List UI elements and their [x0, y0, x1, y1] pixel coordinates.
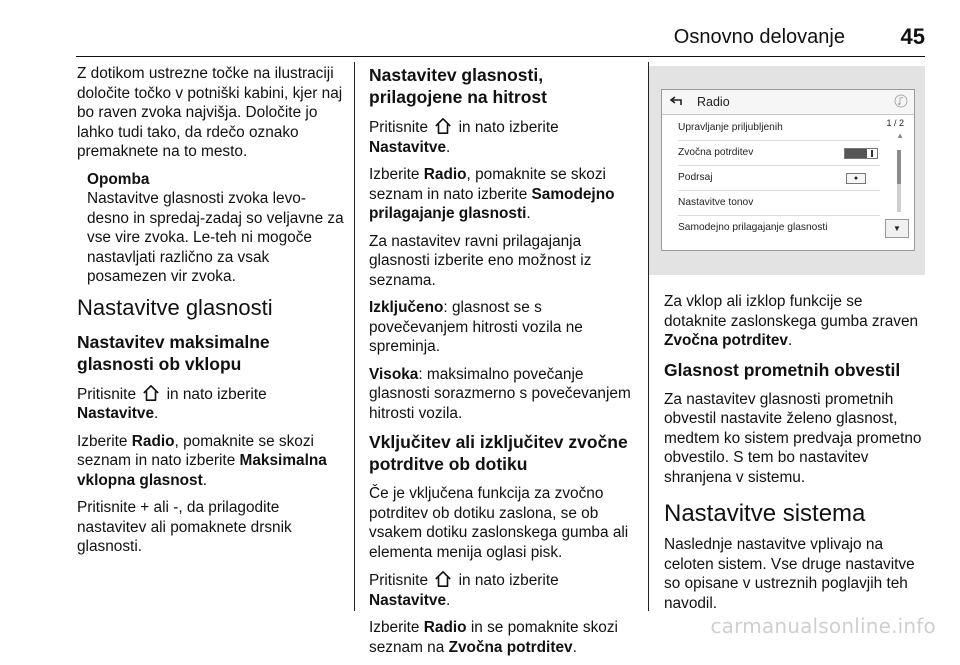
screen-header — [662, 90, 914, 115]
paragraph: Pritisnite in nato izberite Nastavitve. — [369, 572, 559, 609]
paragraph: Za nastavitev glasnosti prometnih obvestil nastavite želeno glasnost, medtem ko sistem predvaja prometno obvestilo. S tem bo nastavitev shranjena v sistemu. — [664, 390, 922, 486]
subsection-heading: Nastavitev glasnosti, prilagojene na hitrost — [369, 65, 547, 107]
column-3 — [664, 292, 929, 621]
paragraph: Z dotikom ustrezne točke na ilustraciji določite točko v potniški kabini, kjer naj bo raven zvoka najvišja. Določite jo lahko tudi tako, da rdečo oznako premaknete na to mesto. — [77, 65, 343, 160]
column-2 — [369, 64, 635, 665]
home-icon — [434, 570, 452, 588]
paragraph: Pritisnite in nato izberite Nastavitve. — [369, 119, 559, 156]
paragraph: Pritisnite in nato izberite Nastavitve. — [77, 385, 267, 422]
paragraph: Če je vključena funkcija za zvočno potrditev ob dotiku zaslona, se ob vsakem dotiku zaslonskega gumba ali elementa menija oglasi pisk. — [369, 485, 629, 561]
toggle-switch[interactable] — [844, 148, 878, 159]
page-number: 45 — [900, 24, 925, 49]
paragraph: Pritisnite + ali -, da prilagodite nastavitev ali pomaknete drsnik glasnosti. — [77, 499, 292, 555]
settings-knob-icon[interactable]: ● — [846, 173, 866, 184]
subsection-heading: Glasnost prometnih obvestil — [664, 359, 901, 380]
scrollbar[interactable] — [897, 150, 901, 212]
paragraph: Za nastavitev ravni prilagajanja glasnosti izberite eno možnost iz seznama. — [369, 232, 592, 289]
home-icon — [434, 117, 452, 135]
subsection-heading: Nastavitev maksimalne glasnosti ob vklopu — [77, 331, 270, 374]
paragraph: Visoka: maksimalno povečanje glasnosti sorazmerno s povečevanjem hitrosti vozila. — [369, 365, 631, 422]
note-body: Nastavitve glasnosti zvoka levo-desno in spredaj-zadaj so veljavne za vse vire zvoka. Le-teh ni mogoče nastavljati različno za vsak posamezen vir zvoka. — [87, 190, 344, 285]
menu-item-touch-beep[interactable]: Zvočna potrditev — [678, 141, 880, 166]
menu-item-auto-volume[interactable]: Samodejno prilagajanje glasnosti — [678, 222, 828, 233]
section-title: Osnovno delovanje — [673, 26, 845, 48]
watermark: carmanualsonline.info — [710, 614, 936, 638]
home-icon — [142, 384, 160, 402]
menu-item-fader[interactable]: Podrsaj ● — [678, 166, 880, 191]
scroll-down-icon[interactable]: ▼ — [885, 219, 909, 238]
note-title: Opomba — [87, 170, 150, 188]
scroll-up-icon[interactable]: ▲ — [896, 131, 904, 140]
menu-item-manage-favourites[interactable]: Upravljanje priljubljenih — [678, 116, 880, 141]
menu-item-tone-settings[interactable]: Nastavitve tonov — [678, 191, 880, 216]
section-heading: Nastavitve glasnosti — [77, 294, 273, 320]
paragraph: Izberite Radio, pomaknite se skozi seznam in nato izberite Samodejno prilagajanje glasnosti. — [369, 166, 615, 222]
page-indicator: 1 / 2 — [886, 118, 904, 128]
music-note-icon — [894, 94, 908, 108]
paragraph: Za vklop ali izklop funkcije se dotaknite zaslonskega gumba zraven Zvočna potrditev. — [664, 293, 919, 349]
paragraph: Izberite Radio in se pomaknite skozi seznam na Zvočna potrditev. — [369, 619, 618, 656]
paragraph: Izberite Radio, pomaknite se skozi seznam in nato izberite Maksimalna vklopna glasnost. — [77, 432, 327, 489]
radio-screenshot — [649, 66, 925, 275]
section-heading: Nastavitve sistema — [664, 500, 866, 527]
back-arrow-icon[interactable] — [670, 95, 684, 107]
screen-title: Radio — [697, 95, 730, 109]
column-1 — [77, 64, 345, 565]
paragraph: Izključeno: glasnost se s povečevanjem hitrosti vozila ne spreminja. — [369, 299, 583, 355]
radio-screen — [661, 89, 915, 251]
paragraph: Naslednje nastavitve vplivajo na celoten sistem. Vse druge nastavitve so opisane v ustreznih poglavjih teh navodil. — [664, 536, 915, 612]
subsection-heading: Vključitev ali izključitev zvočne potrditve ob dotiku — [369, 432, 628, 474]
column-divider — [354, 62, 355, 611]
scrollbar-thumb[interactable] — [897, 150, 901, 184]
page-header — [76, 22, 925, 57]
note — [87, 170, 345, 287]
